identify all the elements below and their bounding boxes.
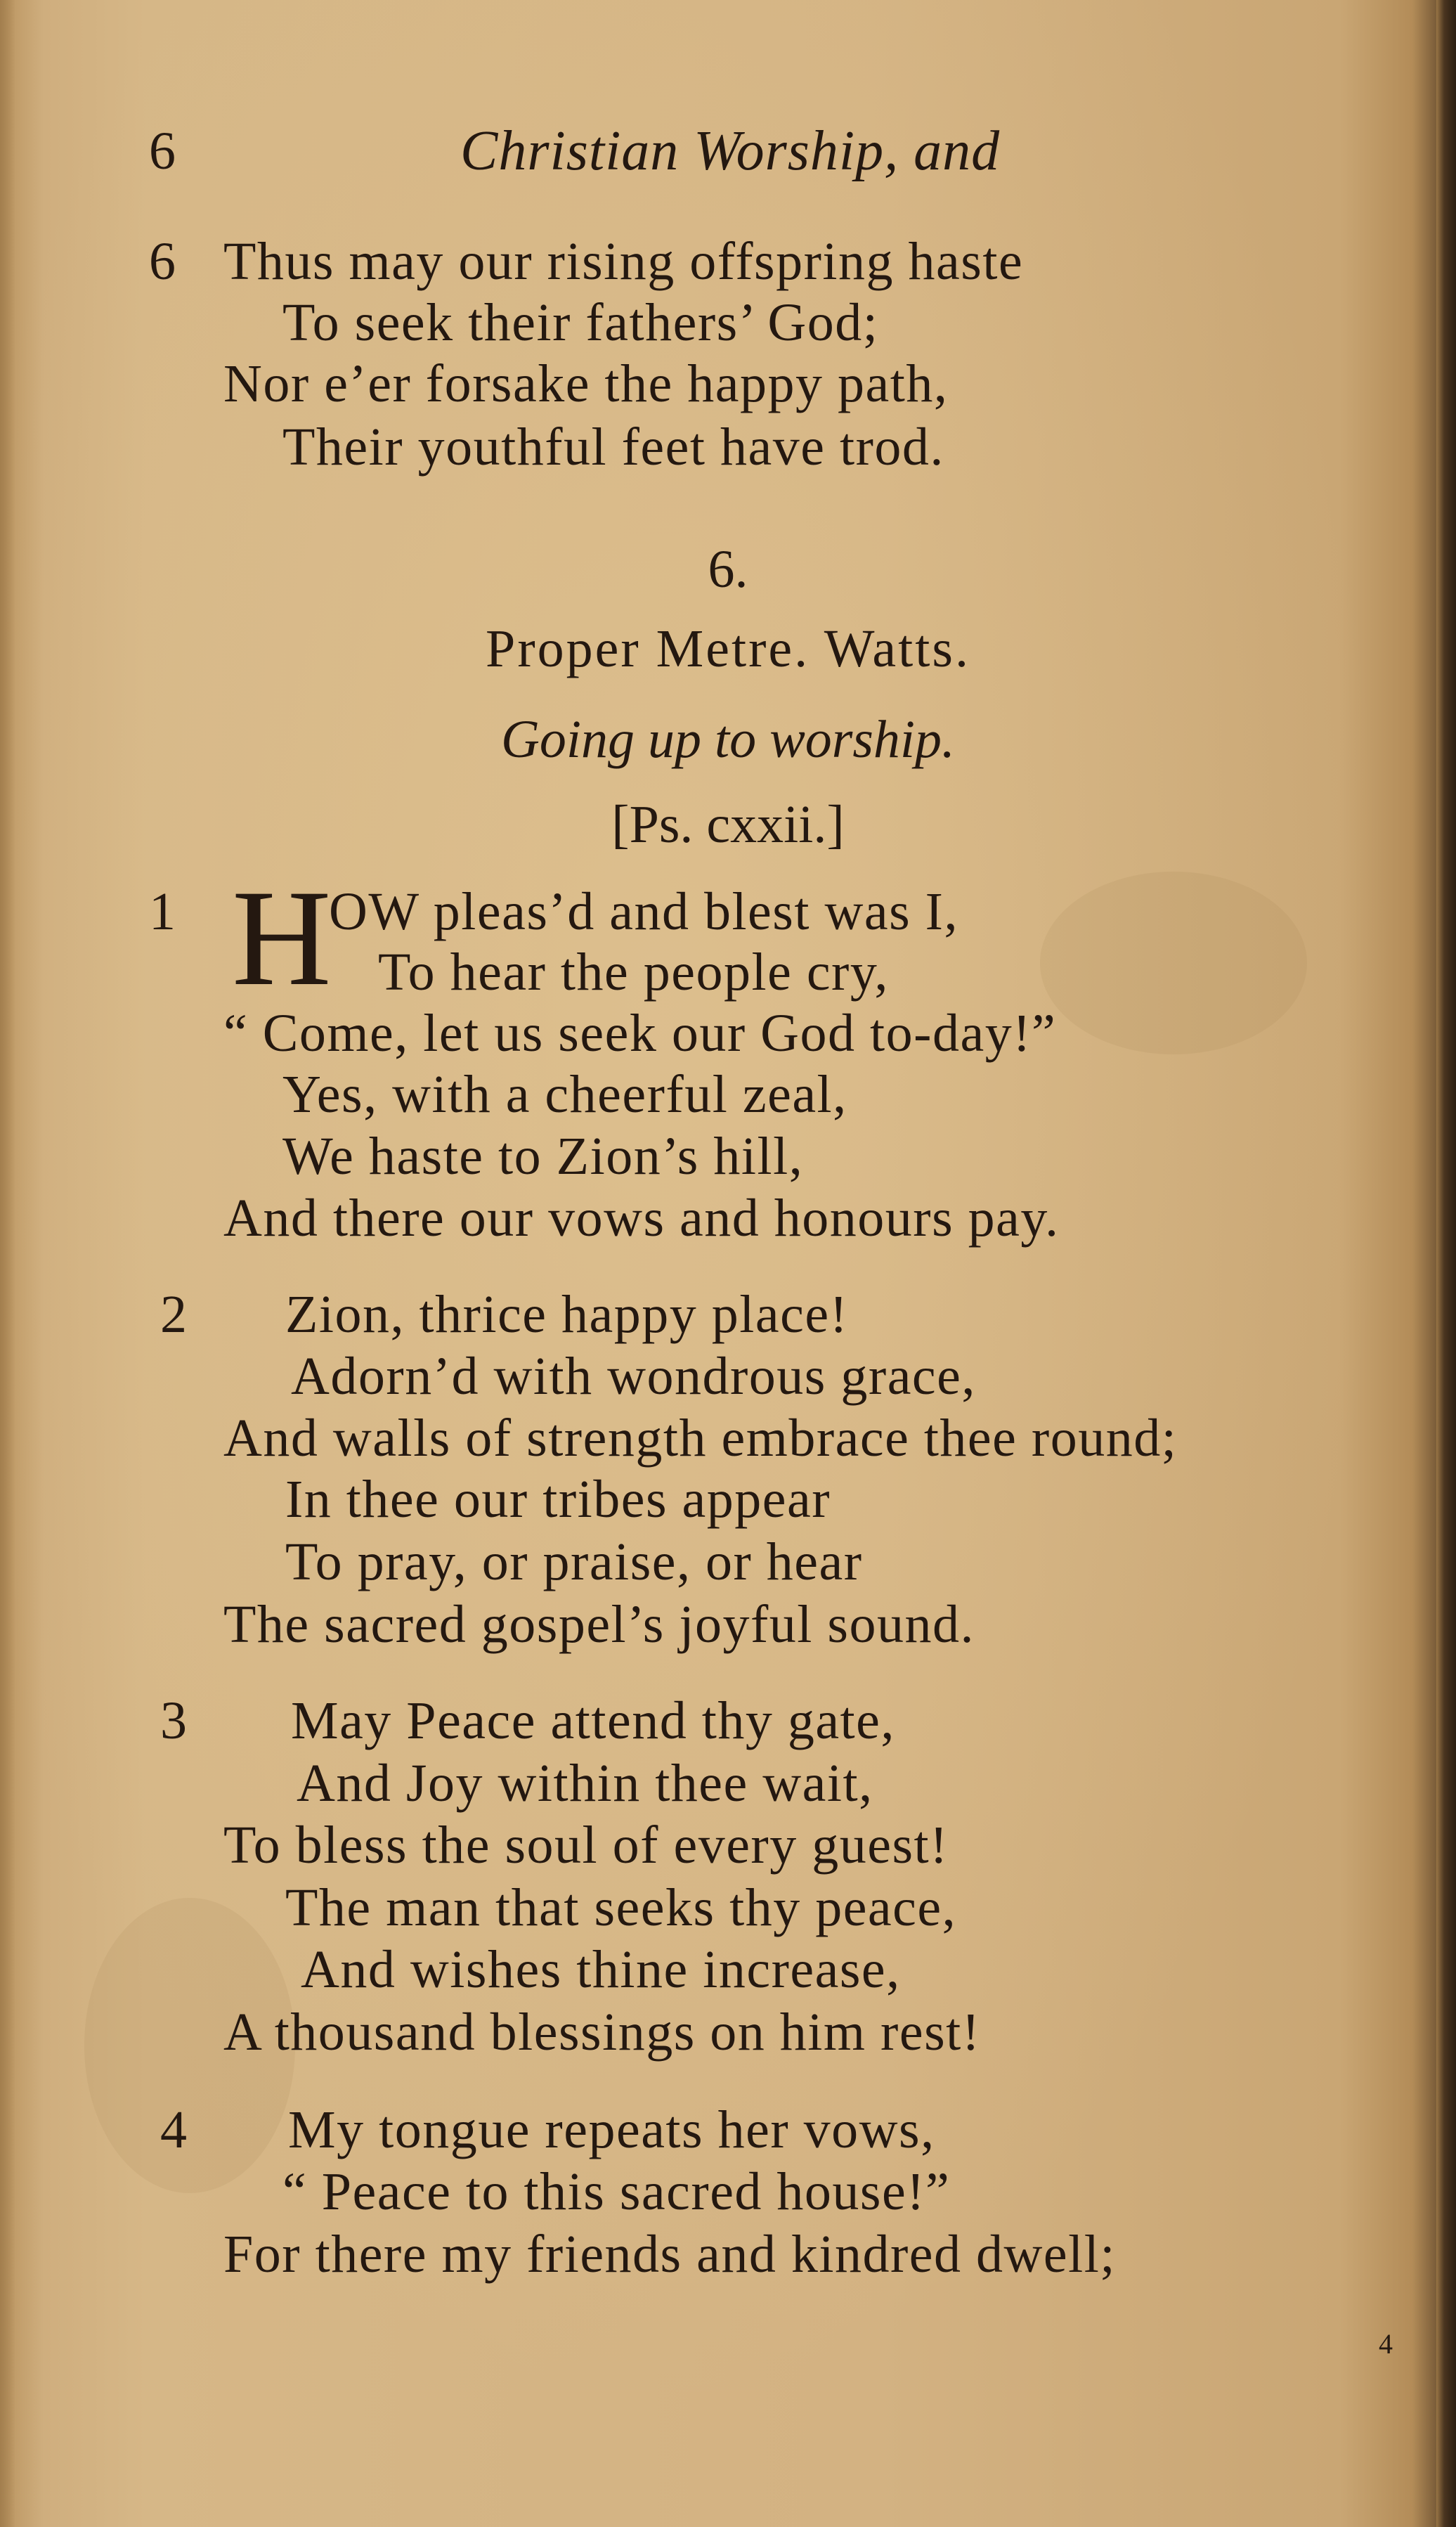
verse-line: The sacred gospel’s joyful sound. xyxy=(223,1595,975,1654)
verse-line: “ Peace to this sacred house!” xyxy=(282,2162,951,2221)
verse-line: Adorn’d with wondrous grace, xyxy=(291,1347,976,1406)
drop-cap: H xyxy=(232,862,332,1014)
verse-line: In thee our tribes appear xyxy=(285,1470,831,1529)
stanza-number: 2 xyxy=(160,1285,187,1344)
verse-line: Yes, with a cheerful zeal, xyxy=(282,1065,847,1124)
hymn-subject: Going up to worship. xyxy=(500,710,956,769)
metre-author: Proper Metre. Watts. xyxy=(486,619,970,678)
verse-line: May Peace attend thy gate, xyxy=(291,1691,895,1750)
verse-line: The man that seeks thy peace, xyxy=(285,1878,957,1937)
verse-line: And wishes thine increase, xyxy=(301,1940,901,1999)
verse-line: “ Come, let us seek our God to-day!” xyxy=(223,1004,1057,1063)
stanza-number: 3 xyxy=(160,1691,187,1750)
page-left-edge xyxy=(0,0,15,2527)
psalm-reference: [Ps. cxxii.] xyxy=(611,795,845,854)
verse-line: To pray, or praise, or hear xyxy=(285,1532,863,1591)
running-header xyxy=(0,116,1456,200)
verse-line: To seek their fathers’ God; xyxy=(282,293,879,352)
stanza-number: 6 xyxy=(149,232,176,291)
stanza-number: 4 xyxy=(160,2100,187,2159)
verse-line: We haste to Zion’s hill, xyxy=(282,1127,804,1186)
page-number: 6 xyxy=(149,122,176,181)
verse-line: For there my friends and kindred dwell; xyxy=(223,2225,1116,2284)
verse-line: And walls of strength embrace thee round; xyxy=(223,1409,1178,1468)
verse-line: And Joy within thee wait, xyxy=(297,1754,873,1813)
running-title: Christian Worship, and xyxy=(460,120,1001,182)
stanza-number: 1 xyxy=(149,882,176,941)
verse-line: Zion, thrice happy place! xyxy=(285,1285,849,1344)
verse-line: Their youthful feet have trod. xyxy=(282,418,944,477)
verse-line: Nor e’er forsake the happy path, xyxy=(223,354,949,413)
verse-line: And there our vows and honours pay. xyxy=(223,1189,1060,1248)
page-right-edge xyxy=(1436,0,1456,2527)
verse-line: To hear the people cry, xyxy=(378,943,889,1002)
verse-line: Thus may our rising offspring haste xyxy=(223,232,1024,291)
verse-line: To bless the soul of every guest! xyxy=(223,1816,949,1875)
verse-line: OW pleas’d and blest was I, xyxy=(329,882,958,941)
verse-line: My tongue repeats her vows, xyxy=(288,2100,935,2159)
paper-stain xyxy=(1040,872,1307,1054)
catchword: 4 xyxy=(1379,2328,1393,2360)
verse-line: A thousand blessings on him rest! xyxy=(223,2003,981,2062)
hymn-number: 6. xyxy=(708,540,748,599)
